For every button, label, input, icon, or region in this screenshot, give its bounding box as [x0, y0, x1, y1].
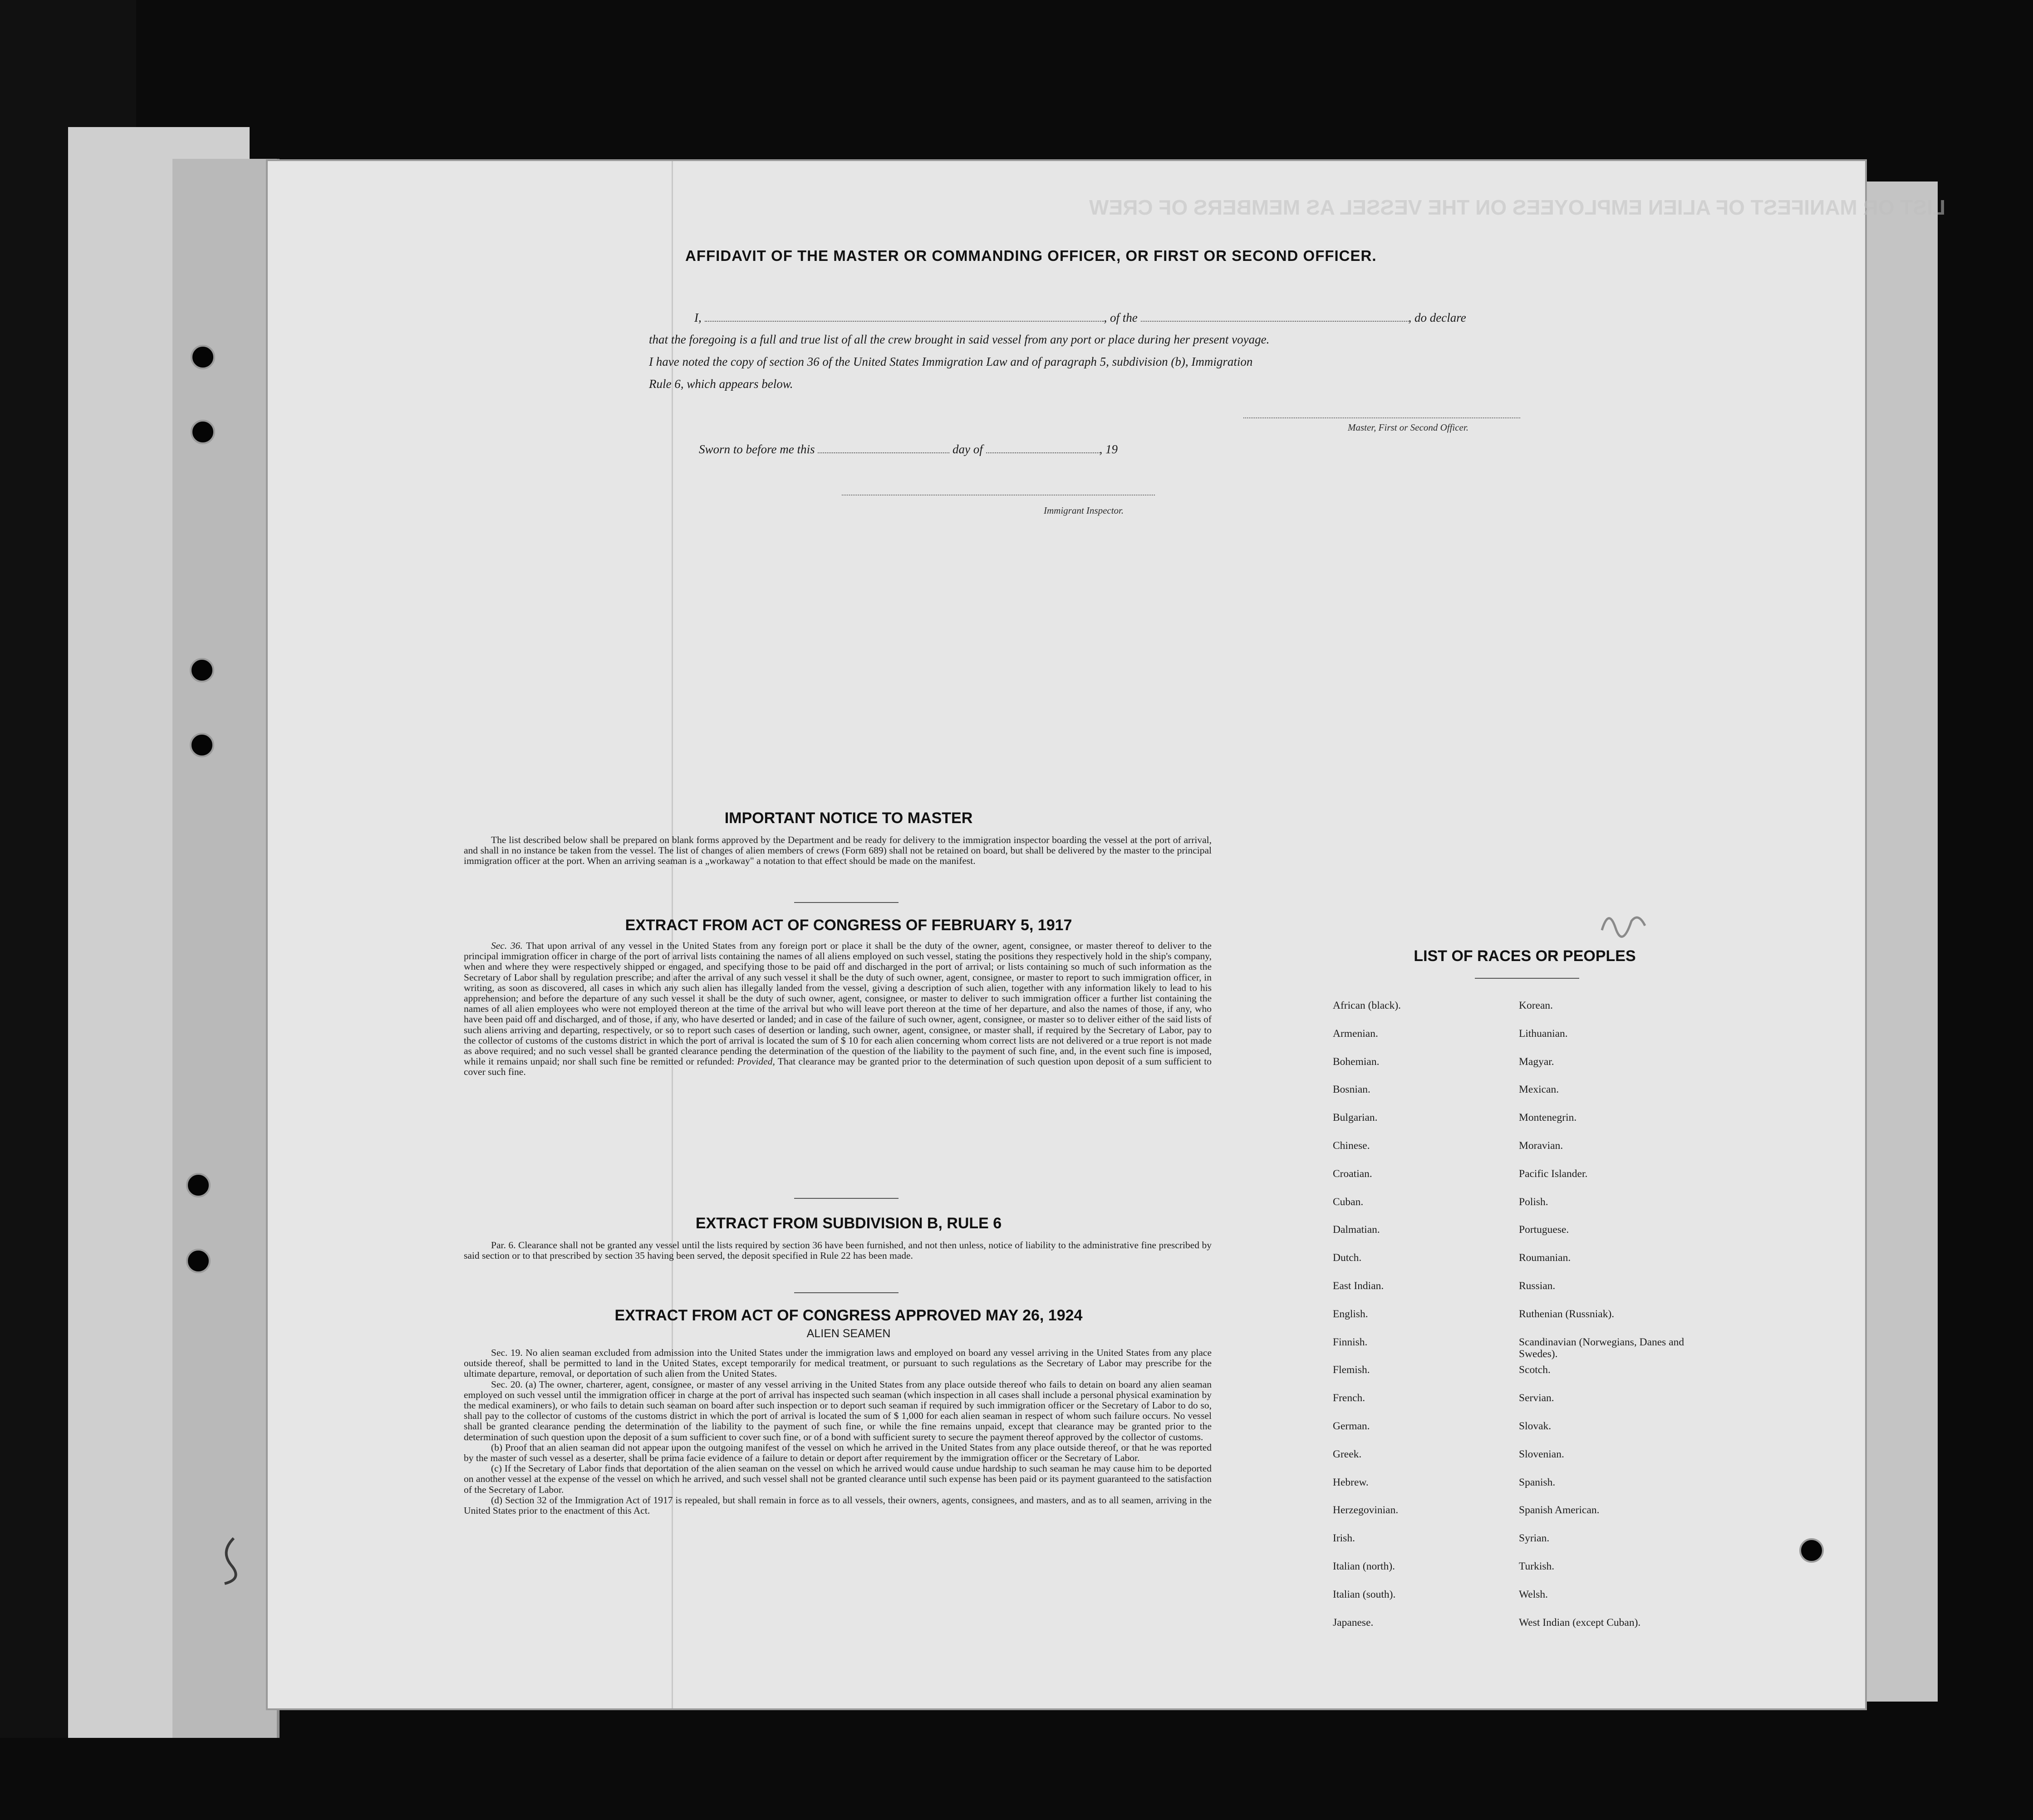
race-item: Welsh. — [1519, 1588, 1548, 1600]
race-item: Bosnian. — [1333, 1084, 1370, 1096]
day-blank — [818, 443, 949, 453]
signature-line — [1243, 417, 1520, 418]
punch-hole-icon — [191, 345, 215, 369]
race-item: Spanish. — [1519, 1476, 1556, 1488]
signature-label: Master, First or Second Officer. — [1348, 422, 1468, 433]
race-item: Japanese. — [1333, 1616, 1374, 1629]
sworn-label: Sworn to before me this — [699, 442, 815, 456]
binder-strip — [172, 159, 280, 1774]
race-item: Portuguese. — [1519, 1224, 1569, 1236]
race-item: Spanish American. — [1519, 1504, 1600, 1516]
races-title: LIST OF RACES OR PEOPLES — [1414, 947, 1636, 965]
race-item: Cuban. — [1333, 1196, 1364, 1208]
affidavit-text-line2: I have noted the copy of section 36 of the United States Immigration Law and of paragraph 5, subdivision (b), Immigration — [649, 355, 1253, 368]
extract-1917-text — [464, 941, 1212, 1078]
race-item: Moravian. — [1519, 1140, 1563, 1152]
race-item: Armenian. — [1333, 1027, 1378, 1040]
race-item: Chinese. — [1333, 1140, 1370, 1152]
handwritten-mark-icon — [1597, 903, 1652, 939]
race-item: Magyar. — [1519, 1055, 1554, 1068]
sworn-line — [699, 442, 1380, 456]
sec-20a-text: Sec. 20. (a) The owner, charterer, agent, consignee, or master of any vessel arriving in the United States from any place outside thereof who fails to detain on board any alien seaman employed on such vessel until the immigration officer in charge at the port of arrival has inspected such seaman (which inspection in all cases shall include a personal physical examination by the medical examiners), or who fails to detain such seaman on board after such inspection or to deport such seaman if required by such immigration officer or the Secretary of Labor to do so, shall pay to the collector of customs of the customs district in which the port of arrival is located the sum of $ 1,000 for each alien seaman in respect of whom such failure occurs. No vessel shall be granted clearance pending the determination of the liability to the payment of such fine, or while the fine remains unpaid, except that clearance may be granted prior to the determination of such question upon the deposit of a sum sufficient to cover such fine, or of a bond with sufficient surety to secure the payment thereof approved by the collector of customs. — [464, 1378, 1212, 1442]
race-item: Slovak. — [1519, 1420, 1552, 1432]
extract-1917-provided: Provided, — [737, 1056, 775, 1067]
affidavit-title: AFFIDAVIT OF THE MASTER OR COMMANDING OFFICER, OR FIRST OR SECOND OFFICER. — [685, 247, 1377, 264]
name-blank — [705, 312, 1104, 322]
race-item: Korean. — [1519, 1000, 1553, 1011]
punch-hole-icon — [1799, 1538, 1824, 1563]
divider — [794, 1292, 899, 1293]
extract-1917-body: That upon arrival of any vessel in the United States from any foreign port or place it shall be the duty of the owner, agent, consignee, or master thereof to deliver to the principal immigration officer in charge of the port of arrival lists containing the names of all aliens employed on such vessel, stating the positions they respectively hold in the ship's company, when and where they were respectively shipped or engaged, and specifying those to be paid off and discharged in the port of arrival; or lists containing so much of such information as the Secretary of Labor shall by regulation prescribe; and after the arrival of any such vessel it shall be the duty of such owner, agent, consignee, or master to report to such immigration officer, in writing, as soon as discovered, all cases in which any such alien has illegally landed from the vessel, giving a description of such alien, together with any information likely to lead to his apprehension; and before the departure of any such vessel it shall be the duty of such owner, agent, consignee, or master to deliver to such immigration officer a further list containing the names of all alien employees who were not employed thereon at the time of the arrival but who will leave port thereon at the time of her departure, and also the names of those, if any, who have been paid off and discharged, and of those, if any, who have deserted or landed; and in case of the failure of such owner, agent, consignee, or master so to deliver either of the said lists of such aliens arriving and departing, respectively, or so to report such cases of desertion or landing, such owner, agent, consignee, or master shall, if required by the Secretary of Labor, pay to the collector of customs of the customs district in which the port of arrival is located the sum of $ 10 for each alien concerning whom correct lists are not delivered or a true report is not made as above required; and no such vessel shall be granted clearance pending the determination of the question of the liability to the payment of such fine, and, in the event such fine is imposed, while it remains unpaid; nor shall such fine be remitted or refunded: — [464, 940, 1212, 1067]
punch-hole-icon — [186, 1249, 211, 1273]
race-item: Flemish. — [1333, 1364, 1370, 1376]
race-item: Greek. — [1333, 1448, 1362, 1460]
extract-rule6-title: EXTRACT FROM SUBDIVISION B, RULE 6 — [695, 1215, 1002, 1232]
race-item: Turkish. — [1519, 1560, 1555, 1572]
affidavit-first-line — [694, 311, 1525, 325]
divider — [794, 902, 899, 903]
sec-20b-text: (b) Proof that an alien seaman did not appear upon the outgoing manifest of the vessel on which he arrived in the United States from any place outside thereof, or that he was reported by the master of such vessel as a deserter, shall be prima facie evidence of a failure to detain or deport after requirement by the immigration officer or the Secretary of Labor. — [464, 1442, 1212, 1464]
race-item: Finnish. — [1333, 1336, 1368, 1348]
scan-background-bottom — [0, 1738, 2033, 1820]
race-item: East Indian. — [1333, 1280, 1384, 1292]
race-item: Roumanian. — [1519, 1252, 1571, 1264]
sec-19-text: Sec. 19. No alien seaman excluded from admission into the United States under the immigration laws and employed on board any vessel arriving in the United States from any place outside thereof, shall be permitted to land in the United States, except temporarily for medical treatment, or pursuant to such regulations as the Secretary of Labor may prescribe for the ultimate departure, removal, or deportation of such alien from the United States. — [464, 1347, 1212, 1379]
race-item: Montenegrin. — [1519, 1112, 1577, 1124]
race-item: German. — [1333, 1420, 1370, 1432]
race-item: Mexican. — [1519, 1084, 1559, 1096]
race-item: Ruthenian (Russniak). — [1519, 1308, 1615, 1320]
race-item: Slovenian. — [1519, 1448, 1564, 1460]
race-item: English. — [1333, 1308, 1368, 1320]
divider — [794, 1198, 899, 1199]
punch-hole-icon — [190, 658, 214, 682]
extract-1924-title: EXTRACT FROM ACT OF CONGRESS APPROVED MAY 26, 1924 — [614, 1307, 1083, 1324]
extract-1917-title: EXTRACT FROM ACT OF CONGRESS OF FEBRUARY 5, 1917 — [625, 917, 1072, 934]
race-item: African (black). — [1333, 1000, 1401, 1011]
race-item: Herzegovinian. — [1333, 1504, 1399, 1516]
notice-text: The list described below shall be prepared on blank forms approved by the Department and be ready for delivery to the immigration inspector boarding the vessel at the port of arrival, and shall in no instance be taken from the vessel. The list of changes of alien members of crews (Form 689) shall not be retained on board, but shall be delivered by the master to the principal immigration officer at the port. When an arriving seaman is a „workaway" a notation to that effect should be made on the manifest. — [464, 834, 1212, 867]
string-tie-icon — [216, 1534, 252, 1588]
punch-hole-icon — [190, 733, 214, 757]
race-item: Bulgarian. — [1333, 1112, 1378, 1124]
inspector-label: Immigrant Inspector. — [1044, 505, 1124, 516]
sec-20c-text: (c) If the Secretary of Labor finds that deportation of the alien seaman on the vessel on which he arrived would cause undue hardship to such seaman he may cause him to be deported on another vessel at the expense of the vessel on which he arrived, and such vessel shall not be granted clearance until such expense has been paid or its payment guaranteed to the satisfaction of the Secretary of Labor. — [464, 1463, 1212, 1495]
affidavit-do-declare: , do declare — [1408, 311, 1466, 324]
punch-hole-icon — [186, 1173, 211, 1197]
punch-hole-icon — [191, 420, 215, 444]
race-item: Scotch. — [1519, 1364, 1551, 1376]
affidavit-text-line1: that the foregoing is a full and true list of all the crew brought in said vessel from any port or place during her present voyage. — [649, 333, 1270, 346]
race-item: Bohemian. — [1333, 1055, 1380, 1068]
race-item: Croatian. — [1333, 1168, 1372, 1180]
extract-1917-body-end: That clearance may be granted prior to the determination of such question upon deposit of a sum sufficient to cover such fine. — [464, 1056, 1212, 1078]
race-item: Lithuanian. — [1519, 1027, 1568, 1040]
notice-title: IMPORTANT NOTICE TO MASTER — [724, 809, 973, 827]
race-item: Italian (south). — [1333, 1588, 1396, 1600]
race-item: Irish. — [1333, 1532, 1355, 1545]
vessel-blank — [1141, 312, 1409, 322]
race-item: Hebrew. — [1333, 1476, 1369, 1488]
race-item: Polish. — [1519, 1196, 1548, 1208]
affidavit-of-the-label: , of the — [1104, 311, 1138, 324]
race-item: Russian. — [1519, 1280, 1556, 1292]
extract-1917-section: Sec. 36. — [491, 940, 523, 951]
day-of-label: day of — [953, 442, 983, 456]
month-blank — [986, 443, 1100, 453]
sec-20d-text: (d) Section 32 of the Immigration Act of 1917 is repealed, but shall remain in force as to all vessels, their owners, agents, consignees, and masters, and as to all seamen, arriving in the United States prior to the enactment of this Act. — [464, 1494, 1212, 1516]
race-item: Servian. — [1519, 1392, 1554, 1404]
ghost-heading: LIST OR MANIFEST OF ALIEN EMPLOYEES ON THE VESSEL AS MEMBERS OF CREW — [1089, 196, 1945, 219]
race-item: West Indian (except Cuban). — [1519, 1616, 1641, 1629]
extract-1924-body — [464, 1348, 1212, 1516]
affidavit-text-line3: Rule 6, which appears below. — [649, 377, 793, 391]
race-item: Dutch. — [1333, 1252, 1362, 1264]
race-item: Dalmatian. — [1333, 1224, 1380, 1236]
extract-rule6-text: Par. 6. Clearance shall not be granted any vessel until the lists required by section 36 have been furnished, and not then unless, notice of liability to the administrative fine prescribed by said section or to that prescribed by section 35 having been served, the deposit specified in Rule 22 has been made. — [464, 1240, 1212, 1261]
race-item: Pacific Islander. — [1519, 1168, 1588, 1180]
race-item: Syrian. — [1519, 1532, 1550, 1545]
divider — [1475, 978, 1579, 979]
year-prefix: , 19 — [1099, 442, 1118, 456]
race-item: Scandinavian (Norwegians, Danes and Swedes). — [1519, 1336, 1684, 1360]
affidavit-i-label: I, — [694, 311, 702, 324]
extract-1924-subtitle: ALIEN SEAMEN — [806, 1327, 891, 1340]
race-item: Italian (north). — [1333, 1560, 1395, 1572]
race-item: French. — [1333, 1392, 1365, 1404]
